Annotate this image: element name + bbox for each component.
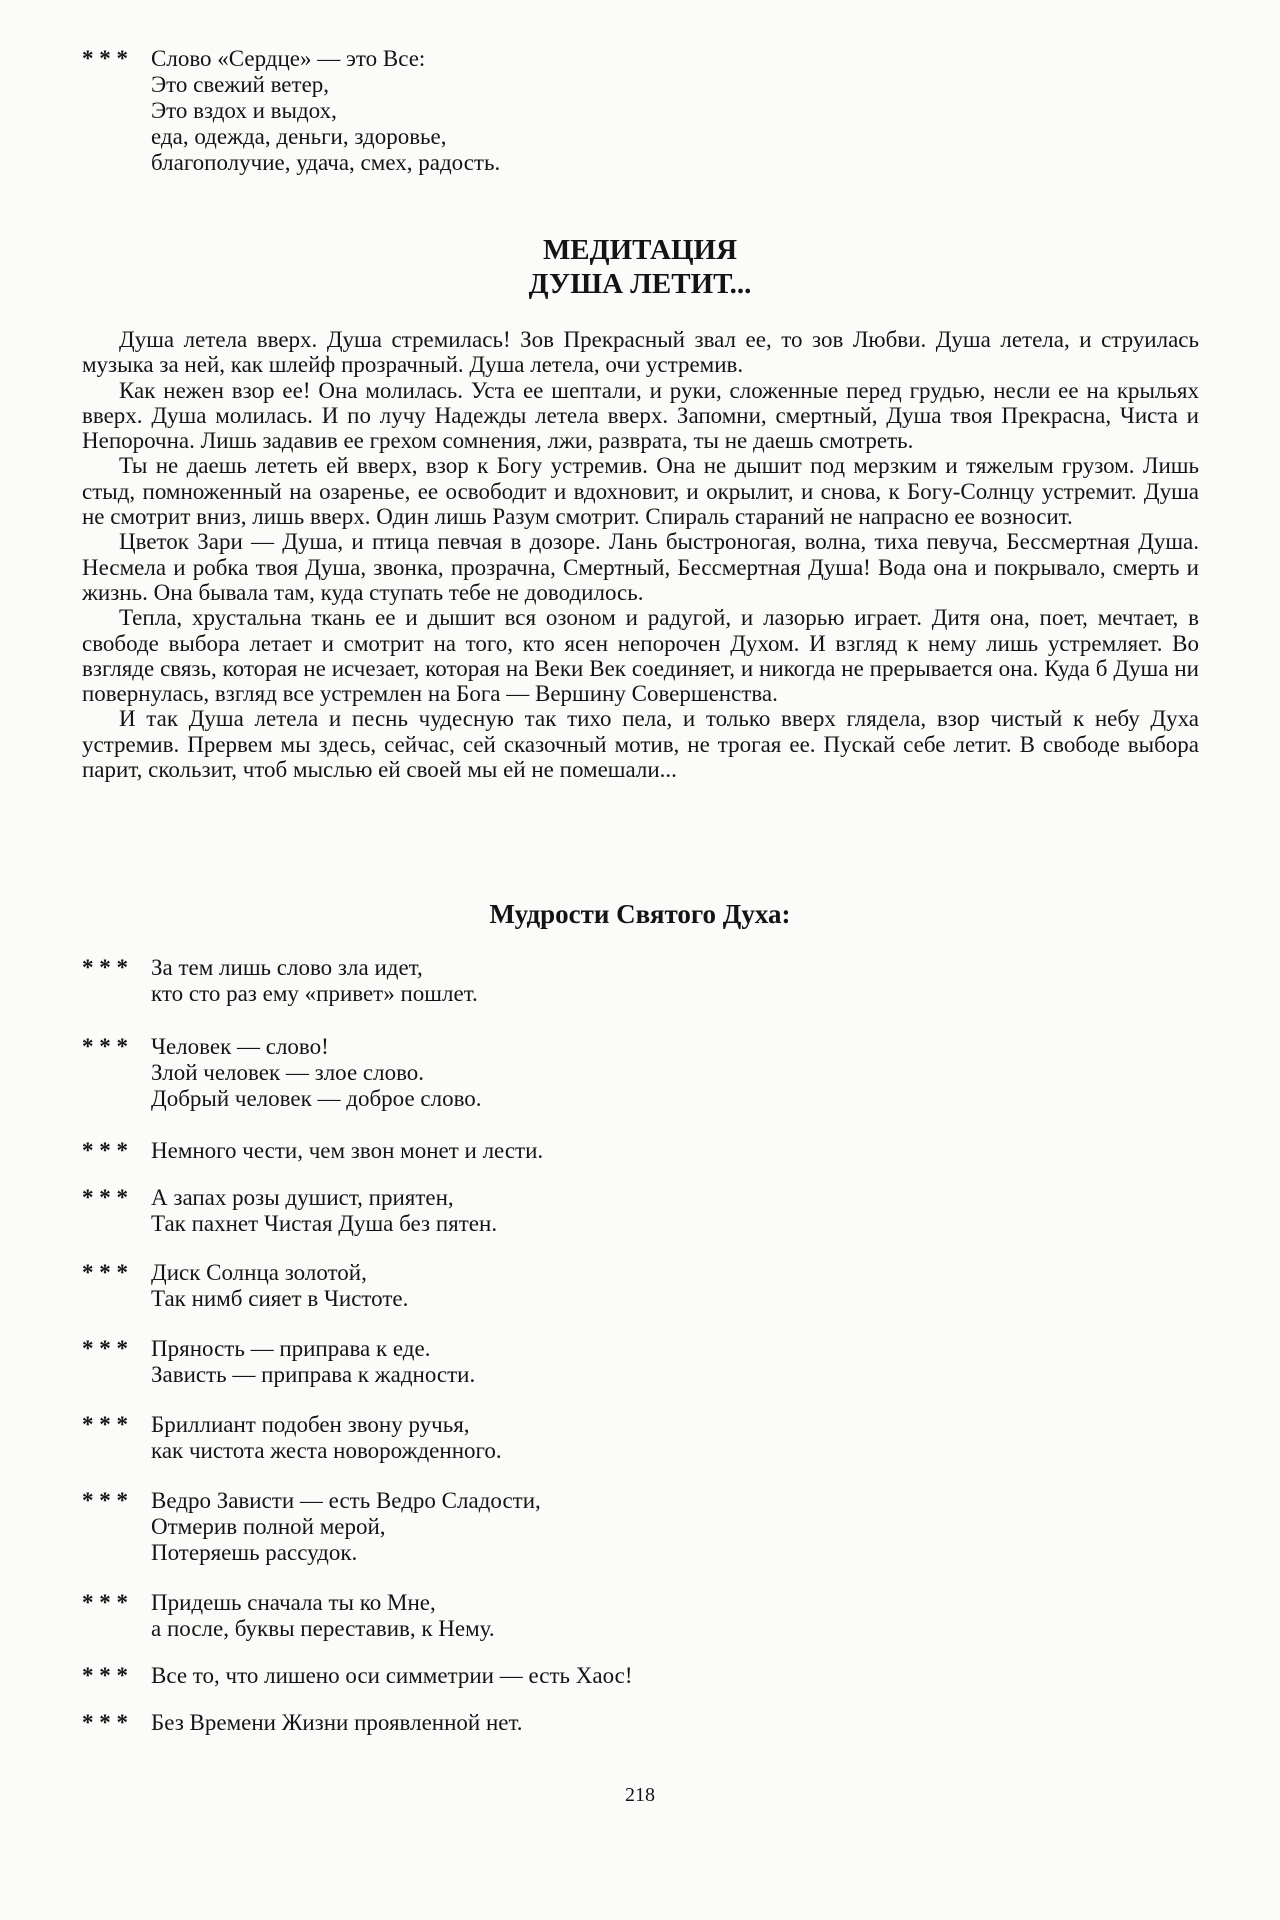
saying-first-line: За тем лишь слово зла идет, <box>151 955 423 980</box>
stars-marker: * * * <box>82 955 128 980</box>
saying-line: Так пахнет Чистая Душа без пятен. <box>151 1211 498 1236</box>
stars-marker: * * * <box>82 1663 128 1688</box>
paragraph: Ты не даешь лететь ей вверх, взор к Богу устремив. Она не дышит под мерзким и тяжелым грузом. Лишь стыд, помноженный на озаренье, ее освободит и вдохновит, и окрылит, и снова, к Богу-Солнцу устремит. Душа не смотрит вниз, лишь вверх. Один лишь Разум смотрит. Спираль стараний не напрасно ее возносит. <box>82 453 1199 530</box>
paragraph: Как нежен взор ее! Она молилась. Уста ее шептали, и руки, сложенные перед грудью, несли ее на крыльях вверх. Душа молилась. И по лучу Надежды летела вверх. Запомни, смертный, Душа твоя Прекрасна, Чиста и Непорочна. Лишь задавив ее грехом сомнения, лжи, разврата, ты не даешь смотреть. <box>82 377 1199 454</box>
saying-first-line: Немного чести, чем звон монет и лести. <box>151 1138 544 1163</box>
saying-first-line: Все то, что лишено оси симметрии — есть Хаос! <box>151 1663 633 1688</box>
saying <box>82 1260 408 1312</box>
saying-line: Так нимб сияет в Чистоте. <box>151 1286 409 1311</box>
wisdom-title: Мудрости Святого Духа: <box>489 899 791 929</box>
saying-line: Злой человек — злое слово. <box>151 1060 425 1085</box>
saying-first-line: А запах розы душист, приятен, <box>151 1185 454 1210</box>
stars-marker: * * * <box>82 46 128 71</box>
saying <box>82 1336 475 1388</box>
saying-first-line: Без Времени Жизни проявленной нет. <box>151 1710 523 1735</box>
saying <box>82 1488 541 1566</box>
saying <box>82 1185 497 1237</box>
verse-line: еда, одежда, деньги, здоровье, <box>151 124 447 149</box>
paragraph: Тепла, хрустальна ткань ее и дышит вся озоном и радугой, и лазорью играет. Дитя она, поет, мечтает, в свободе выбора летает и смотрит на того, кто ясен непорочен Духом. И взгляд к нему лишь устремляет. Во взгляде связь, которая не исчезает, которая на Веки Век соединяет, и никогда не прерывается она. Куда б Душа ни повернулась, взгляд все устремлен на Бога — Вершину Совершенства. <box>82 605 1199 707</box>
verse-line: благополучие, удача, смех, радость. <box>151 150 501 175</box>
saying-first-line: Диск Солнца золотой, <box>151 1260 367 1285</box>
verse-line: Это вздох и выдох, <box>151 98 337 123</box>
stars-marker: * * * <box>82 1260 128 1285</box>
saying-first-line: Бриллиант подобен звону ручья, <box>151 1412 470 1437</box>
stars-marker: * * * <box>82 1590 128 1615</box>
intro-verse <box>82 46 500 176</box>
saying-first-line: Придешь сначала ты ко Мне, <box>151 1590 436 1615</box>
saying <box>82 1138 543 1164</box>
saying-first-line: Человек — слово! <box>151 1034 329 1059</box>
stars-marker: * * * <box>82 1034 128 1059</box>
stars-marker: * * * <box>82 1710 128 1735</box>
saying-line: кто сто раз ему «привет» пошлет. <box>151 981 478 1006</box>
stars-marker: * * * <box>82 1138 128 1163</box>
saying-first-line: Пряность — приправа к еде. <box>151 1336 431 1361</box>
verse-first-line <box>82 46 500 72</box>
stars-marker: * * * <box>82 1412 128 1437</box>
saying <box>82 1710 523 1736</box>
paragraph: И так Душа летела и песнь чудесную так тихо пела, и только вверх глядела, взор чистый к небу Духа устремив. Прервем мы здесь, сейчас, сей сказочный мотив, не трогая ее. Пускай себе летит. В свободе выбора парит, скользит, чтоб мыслью ей своей мы ей не помешали... <box>82 706 1199 783</box>
paragraph: Цветок Зари — Душа, и птица певчая в дозоре. Лань быстроногая, волна, тиха певуча, Бессмертная Душа. Несмела и робка твоя Душа, звонка, прозрачна, Смертный, Бессмертная Душа! Вода она и покрывало, смерть и жизнь. Она бывала там, куда ступать тебе не доводилось. <box>82 529 1199 605</box>
page-number: 218 <box>625 1784 655 1806</box>
saying-line: Отмерив полной мерой, <box>151 1514 386 1539</box>
saying <box>82 1590 495 1642</box>
stars-marker: * * * <box>82 1185 128 1210</box>
meditation-body <box>82 327 1199 782</box>
verse-line-text: Слово «Сердце» — это Все: <box>151 46 426 71</box>
stars-marker: * * * <box>82 1336 128 1361</box>
saying <box>82 1034 482 1112</box>
saying-line: как чистота жеста новорожденного. <box>151 1438 502 1463</box>
saying-line: Потеряешь рассудок. <box>151 1540 358 1565</box>
saying-line: а после, буквы переставив, к Нему. <box>151 1616 495 1641</box>
saying <box>82 955 478 1007</box>
verse-line: Это свежий ветер, <box>151 72 330 97</box>
saying-line: Зависть — приправа к жадности. <box>151 1362 476 1387</box>
saying <box>82 1663 633 1689</box>
saying-line: Добрый человек — доброе слово. <box>151 1086 482 1111</box>
meditation-title-line1: МЕДИТАЦИЯ <box>542 234 738 266</box>
meditation-title-line2: ДУША ЛЕТИТ... <box>528 268 752 300</box>
stars-marker: * * * <box>82 1488 128 1513</box>
saying <box>82 1412 502 1464</box>
paragraph: Душа летела вверх. Душа стремилась! Зов Прекрасный звал ее, то зов Любви. Душа летела, и струилась музыка за ней, как шлейф прозрачный. Душа летела, очи устремив. <box>82 327 1199 378</box>
saying-first-line: Ведро Зависти — есть Ведро Сладости, <box>151 1488 541 1513</box>
